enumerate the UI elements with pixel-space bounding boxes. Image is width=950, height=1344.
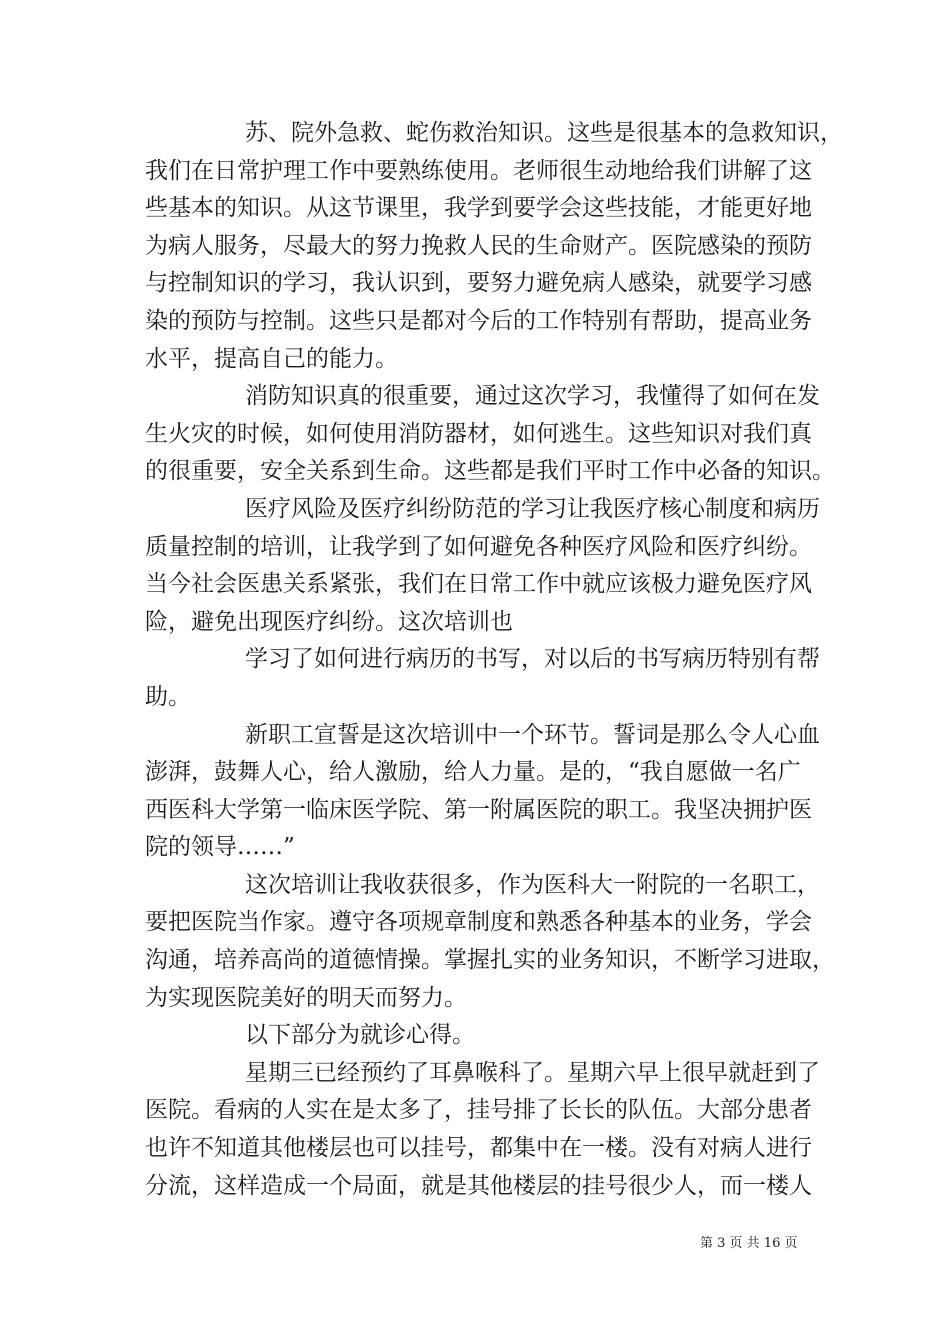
text-line: 为实现医院美好的明天而努力。 [145,984,467,1011]
text-line: 助。 [145,683,191,710]
text-line: 当今社会医患关系紧张，我们在日常工作中就应该极力避免医疗风 [145,571,812,598]
text-line: 西医科大学第一临床医学院、第一附属医院的职工。我坚决拥护医 [145,796,812,823]
text-line: 澎湃，鼓舞人心，给人激励，给人力量。是的，“我自愿做一名广 [145,759,801,786]
text-line: 也许不知道其他楼层也可以挂号，都集中在一楼。没有对病人进行 [145,1135,812,1162]
text-line: 要把医院当作家。遵守各项规章制度和熟悉各种基本的业务，学会 [145,909,812,936]
text-line: 消防知识真的很重要，通过这次学习，我懂得了如何在发 [245,383,820,410]
text-line: 新职工宣誓是这次培训中一个环节。誓词是那么令人心血 [245,721,820,748]
text-line: 些基本的知识。从这节课里，我学到要学会这些技能，才能更好地 [145,195,812,222]
text-line: 染的预防与控制。这些只是都对今后的工作特别有帮助，提高业务 [145,307,812,334]
page-number-footer: 第 3 页 共 16 页 [700,1236,798,1251]
text-line: 与控制知识的学习，我认识到，要努力避免病人感染，就要学习感 [145,270,812,297]
text-line: 星期三已经预约了耳鼻喉科了。星期六早上很早就赶到了 [245,1059,820,1086]
text-line: 医院。看病的人实在是太多了，挂号排了长长的队伍。大部分患者 [145,1097,812,1124]
text-line: 水平，提高自己的能力。 [145,345,398,372]
text-line: 这次培训让我收获很多，作为医科大一附院的一名职工， [245,871,820,898]
text-line: 苏、院外急救、蛇伤救治知识。这些是很基本的急救知识， [245,120,843,146]
text-line: 生火灾的时候，如何使用消防器材，如何逃生。这些知识对我们真 [145,420,812,447]
text-line: 分流，这样造成一个局面，就是其他楼层的挂号很少人，而一楼人 [145,1172,812,1199]
text-line: 医疗风险及医疗纠纷防范的学习让我医疗核心制度和病历 [245,495,820,522]
text-line: 的很重要，安全关系到生命。这些都是我们平时工作中必备的知识。 [145,458,835,485]
text-line: 险，避免出现医疗纠纷。这次培训也 [145,608,513,635]
text-line: 学习了如何进行病历的书写，对以后的书写病历特别有帮 [245,646,820,673]
text-line: 以下部分为就诊心得。 [245,1022,475,1049]
text-line: 院的领导……” [145,834,295,861]
body-text [145,115,843,1205]
text-line: 我们在日常护理工作中要熟练使用。老师很生动地给我们讲解了这 [145,157,812,184]
text-line: 为病人服务，尽最大的努力挽救人民的生命财产。医院感染的预防 [145,232,812,259]
text-line: 质量控制的培训，让我学到了如何避免各种医疗风险和医疗纠纷。 [145,533,812,560]
text-line: 沟通，培养高尚的道德情操。掌握扎实的业务知识，不断学习进取， [145,947,835,974]
